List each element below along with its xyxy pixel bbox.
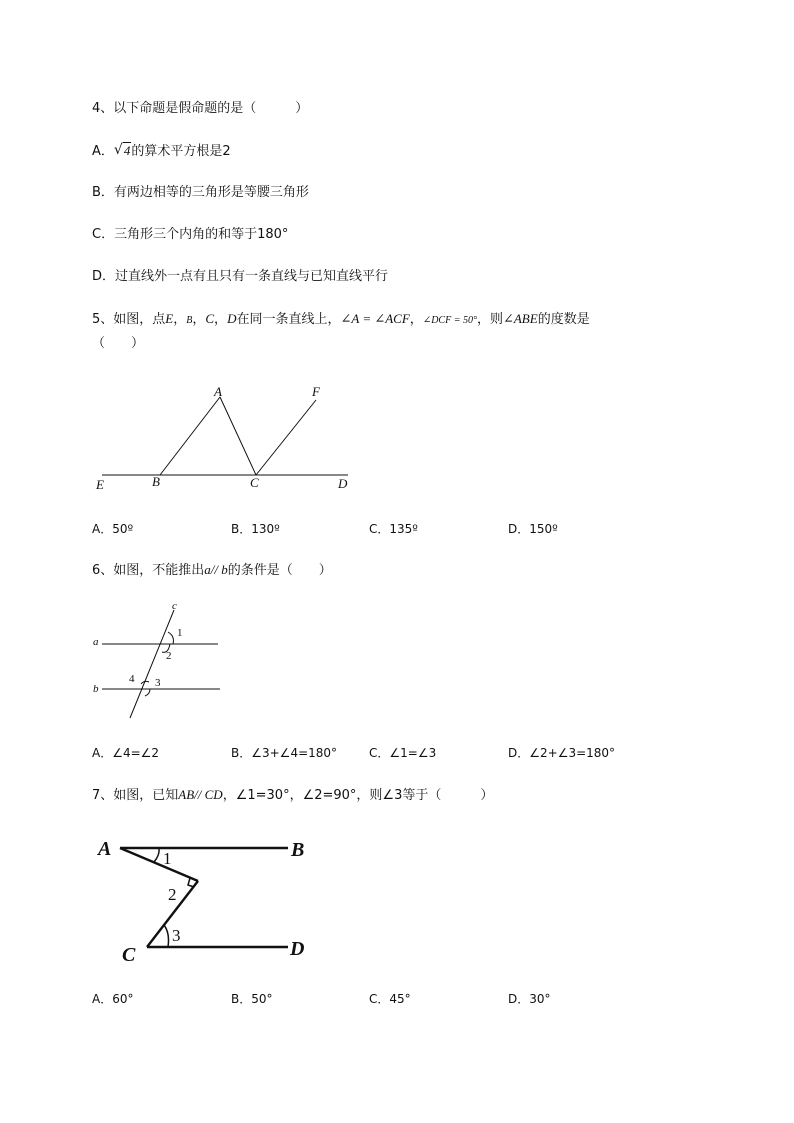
angle-1-label: 1 bbox=[163, 849, 172, 868]
sep: ， bbox=[192, 312, 206, 327]
q5-answer-blank: （ ） bbox=[92, 336, 145, 351]
q4-option-a-prefix: A． bbox=[92, 144, 114, 159]
line-a-label: a bbox=[93, 636, 99, 648]
sep: ， bbox=[173, 312, 187, 327]
line-b-label: b bbox=[93, 683, 99, 695]
q4-option-a-text: 的算术平方根是2 bbox=[131, 144, 231, 159]
q5-stem-part1: 5、如图，点 bbox=[92, 312, 166, 327]
q6-option-b: B．∠3+∠4=180° bbox=[231, 746, 338, 760]
q5-option-c: C．135º bbox=[369, 522, 418, 536]
q5-stem bbox=[92, 311, 590, 329]
q7-option-a: A．60° bbox=[92, 992, 134, 1006]
q5-stem-part2: 在同一条直线上， bbox=[236, 312, 341, 327]
line-c-label: c bbox=[172, 600, 177, 612]
q5-figure bbox=[90, 380, 360, 495]
q5-stem-part3: ，则 bbox=[476, 312, 503, 327]
q5-option-d: D．150º bbox=[508, 522, 558, 536]
angle-2-label: 2 bbox=[166, 650, 172, 662]
q7-stem-part2: ，∠1=30°，∠2=90°，则∠3等于（ ） bbox=[222, 788, 494, 803]
sqrt-symbol: √ 4 bbox=[113, 142, 131, 158]
q6-stem bbox=[92, 562, 332, 579]
angle-1-label: 1 bbox=[177, 627, 183, 639]
point-c-label: C bbox=[122, 944, 136, 966]
q5-option-a: A．50º bbox=[92, 522, 134, 536]
label-b: B bbox=[152, 474, 160, 489]
q5-target-angle: ∠ABE bbox=[502, 311, 538, 326]
point-a-label: A bbox=[98, 838, 112, 860]
label-f: F bbox=[312, 384, 320, 399]
label-c: C bbox=[250, 475, 259, 490]
q6-option-a: A．∠4=∠2 bbox=[92, 746, 160, 760]
point-c: C bbox=[205, 311, 215, 326]
q6-option-c: C．∠1=∠3 bbox=[369, 746, 437, 760]
point-b-label: B bbox=[291, 839, 305, 861]
q7-figure bbox=[92, 828, 322, 968]
q4-option-b: B．有两边相等的三角形是等腰三角形 bbox=[92, 185, 309, 200]
q7-option-b: B．50° bbox=[231, 992, 273, 1006]
q6-option-d: D．∠2+∠3=180° bbox=[508, 746, 616, 760]
label-a: A bbox=[214, 384, 222, 399]
q4-option-c: C．三角形三个内角的和等于180° bbox=[92, 227, 289, 242]
label-d: D bbox=[338, 476, 348, 491]
angle-4-label: 4 bbox=[129, 673, 135, 685]
q7-option-d: D．30° bbox=[508, 992, 551, 1006]
q5-condition-2: ∠DCF = 50° bbox=[422, 315, 477, 326]
q7-parallel-relation: AB// CD bbox=[178, 787, 223, 802]
q6-parallel-relation: a// b bbox=[204, 562, 228, 577]
q5-condition-1: ∠A = ∠ACF bbox=[340, 311, 410, 326]
label-e: E bbox=[96, 477, 104, 492]
point-e: E bbox=[165, 311, 174, 326]
point-d: D bbox=[227, 311, 237, 326]
q4-stem: 4、以下命题是假命题的是（ ） bbox=[92, 101, 309, 116]
q5-option-b: B．130º bbox=[231, 522, 280, 536]
q7-option-c: C．45° bbox=[369, 992, 411, 1006]
q7-stem bbox=[92, 787, 493, 804]
point-b: B bbox=[186, 315, 193, 326]
q6-stem-part2: 的条件是（ ） bbox=[227, 563, 332, 578]
q7-stem-part1: 7、如图，已知 bbox=[92, 788, 179, 803]
angle-3-label: 3 bbox=[172, 926, 181, 945]
q4-option-a bbox=[92, 143, 231, 160]
q4-radicand: 4 bbox=[123, 143, 131, 158]
angle-2-label: 2 bbox=[168, 885, 177, 904]
q4-option-d: D．过直线外一点有且只有一条直线与已知直线平行 bbox=[92, 269, 389, 284]
q5-stem-part4: 的度数是 bbox=[537, 312, 590, 327]
sep: ， bbox=[409, 312, 423, 327]
point-d-label: D bbox=[290, 938, 305, 960]
sep: ， bbox=[214, 312, 228, 327]
q6-stem-part1: 6、如图，不能推出 bbox=[92, 563, 205, 578]
q6-figure bbox=[88, 598, 228, 723]
angle-3-label: 3 bbox=[155, 677, 161, 689]
